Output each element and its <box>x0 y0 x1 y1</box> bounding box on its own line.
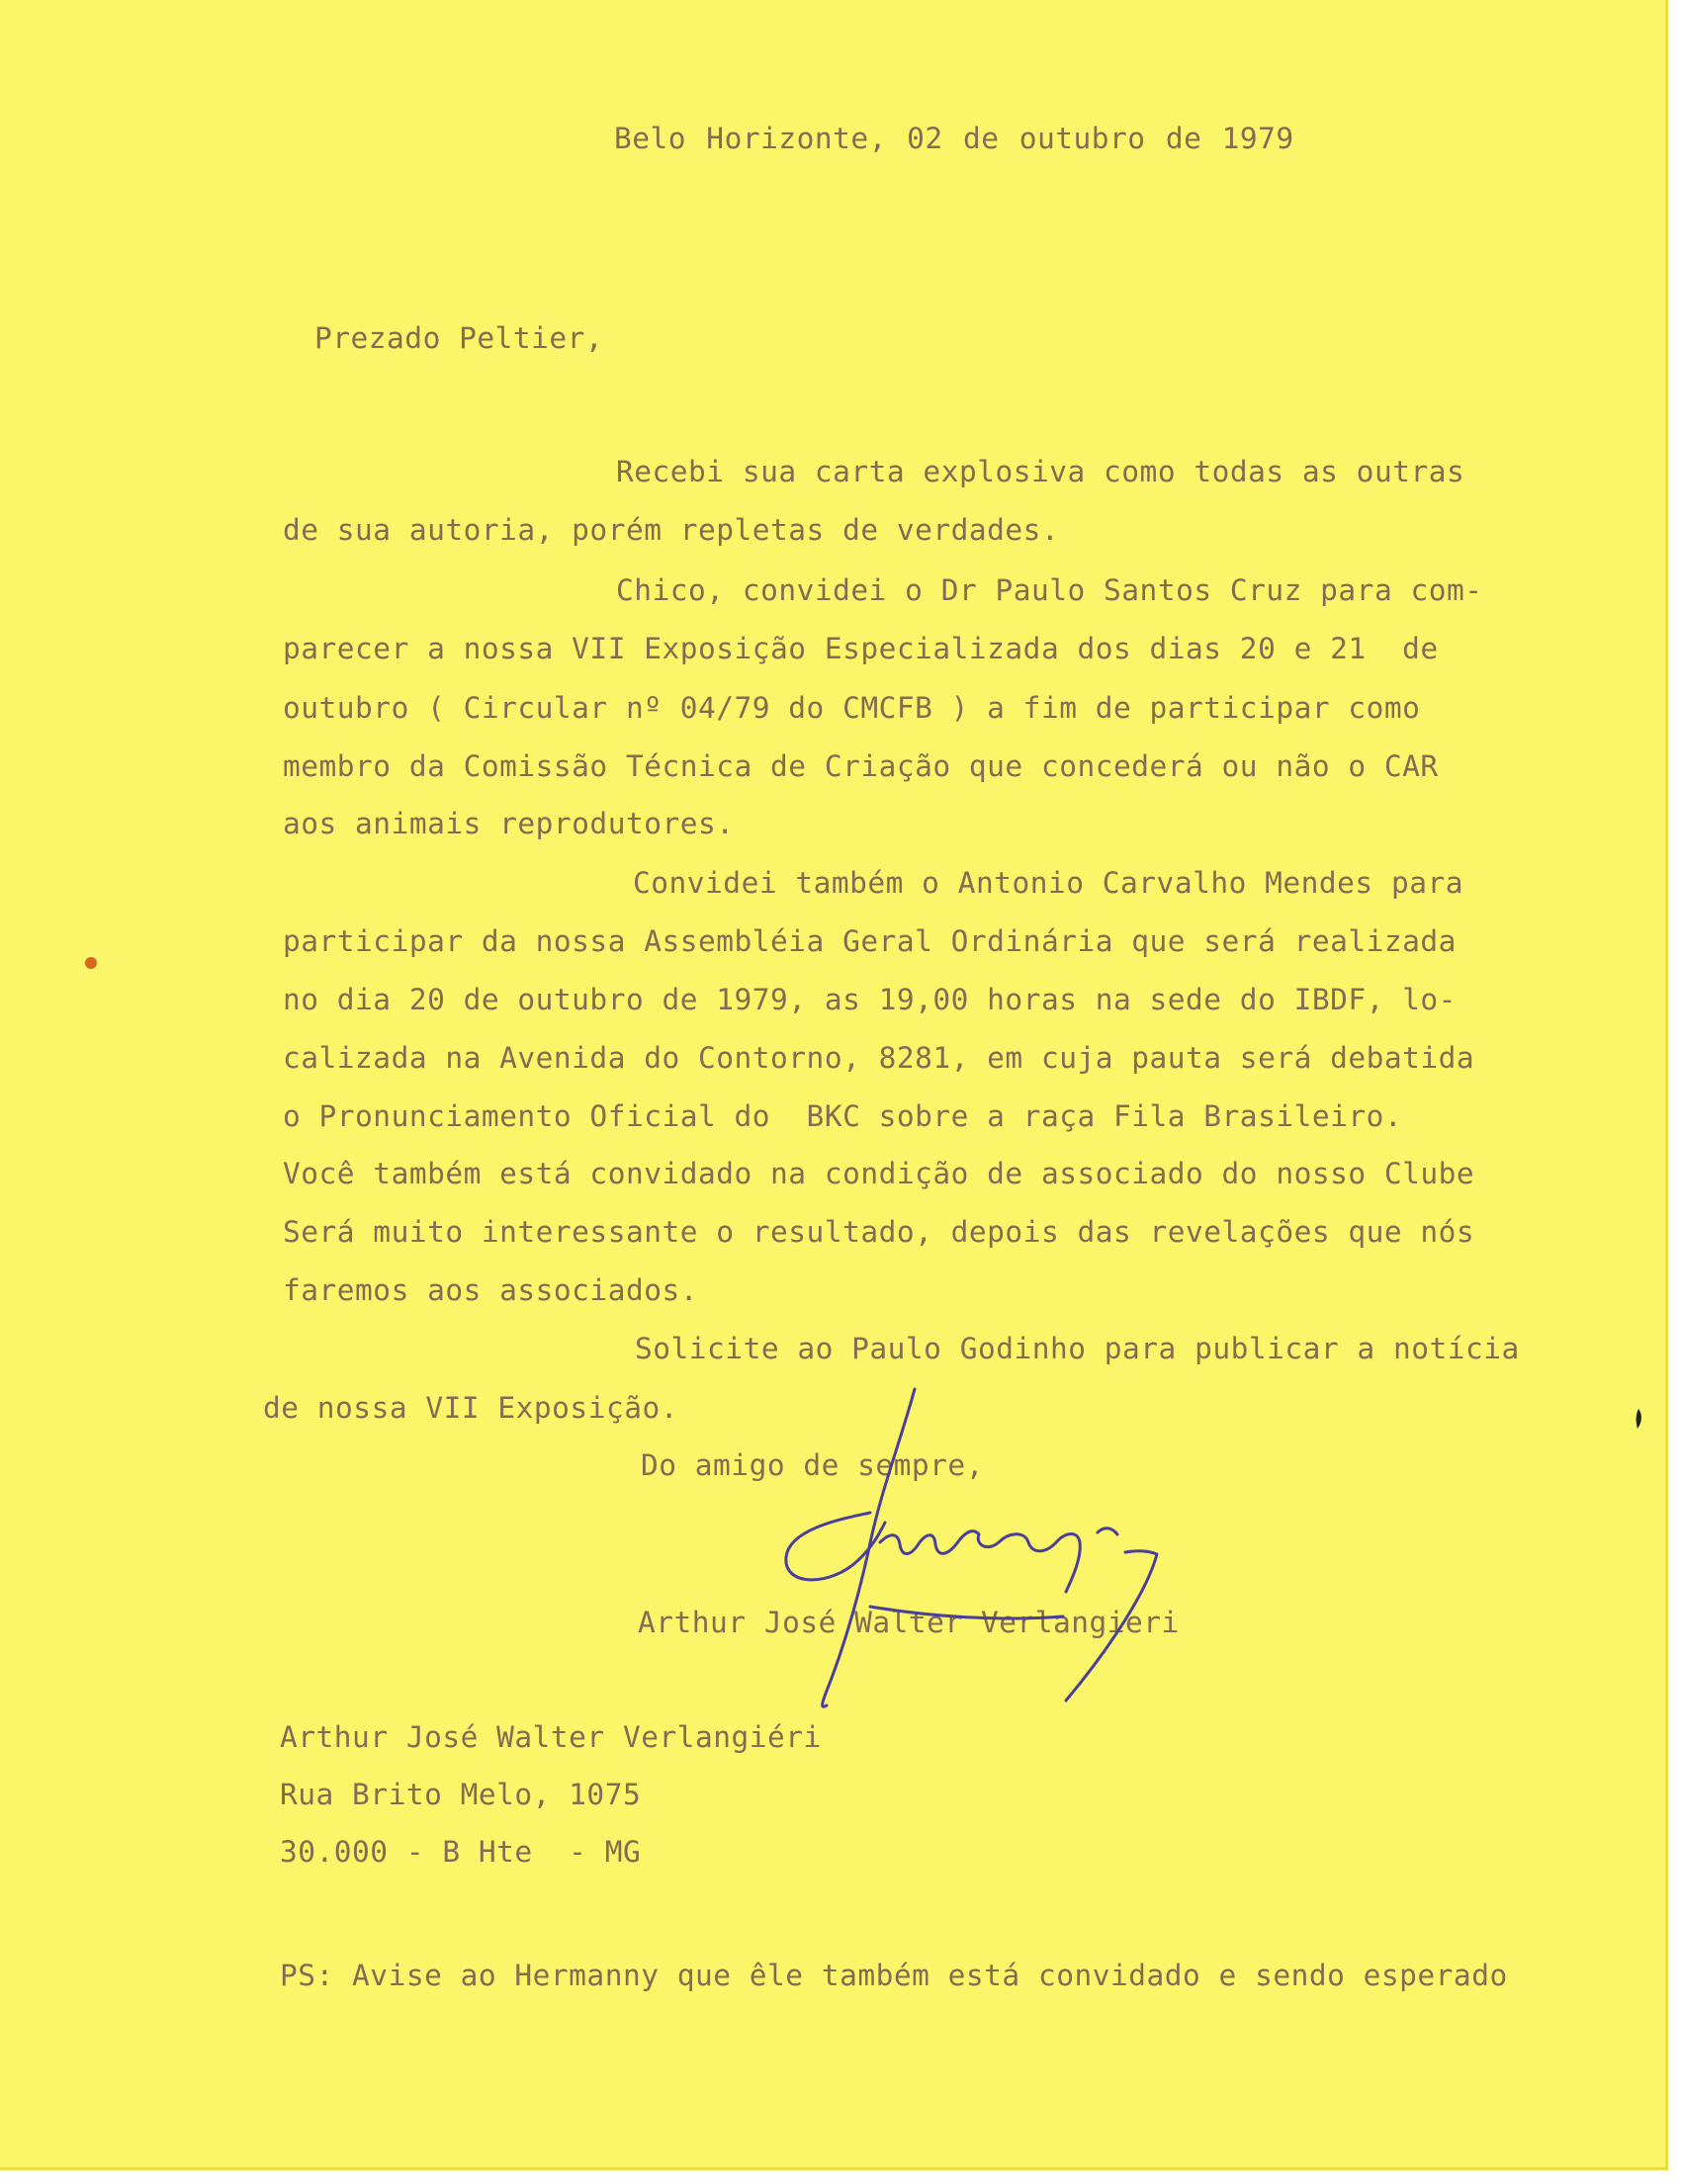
body-line: calizada na Avenida do Contorno, 8281, em cuja pauta será debatida <box>283 1041 1475 1075</box>
closing-line: Do amigo de sempre, <box>641 1448 984 1482</box>
salutation: Prezado Peltier, <box>314 321 604 355</box>
ink-blot-mark <box>83 955 99 971</box>
body-line: membro da Comissão Técnica de Criação que concederá ou não o CAR <box>283 749 1439 783</box>
place-date-line: Belo Horizonte, 02 de outubro de 1979 <box>614 122 1294 155</box>
typed-signatory-name: Arthur José Walter Verlangieri <box>638 1606 1180 1639</box>
body-line: de nossa VII Exposição. <box>263 1391 678 1425</box>
postscript: PS: Avise ao Hermanny que êle também está convidado e sendo esperado <box>280 1959 1508 1992</box>
body-line: Recebi sua carta explosiva como todas as outras <box>616 455 1465 488</box>
sender-name: Arthur José Walter Verlangiéri <box>280 1720 822 1754</box>
sender-street: Rua Brito Melo, 1075 <box>280 1778 642 1811</box>
sender-city-line: 30.000 - B Hte - MG <box>280 1835 642 1869</box>
body-line: Solicite ao Paulo Godinho para publicar a notícia <box>635 1332 1520 1365</box>
body-line: Você também está convidado na condição de associado do nosso Clube <box>283 1157 1475 1190</box>
body-line: outubro ( Circular nº 04/79 do CMCFB ) a fim de participar como <box>283 691 1421 725</box>
body-line: participar da nossa Assembléia Geral Ordinária que será realizada <box>283 924 1457 958</box>
body-line: Chico, convidei o Dr Paulo Santos Cruz para com- <box>616 573 1483 607</box>
body-line: Convidei também o Antonio Carvalho Mendes para <box>633 866 1463 900</box>
body-line: no dia 20 de outubro de 1979, as 19,00 horas na sede do IBDF, lo- <box>283 983 1457 1016</box>
paper-mark <box>1633 1408 1644 1430</box>
body-line: Será muito interessante o resultado, depois das revelações que nós <box>283 1215 1475 1249</box>
body-line: de sua autoria, porém repletas de verdades. <box>283 513 1060 547</box>
body-line: faremos aos associados. <box>283 1273 698 1307</box>
body-line: parecer a nossa VII Exposição Especializada dos dias 20 e 21 de <box>283 632 1439 665</box>
body-line: aos animais reprodutores. <box>283 807 735 840</box>
body-line: o Pronunciamento Oficial do BKC sobre a raça Fila Brasileiro. <box>283 1099 1403 1133</box>
handwritten-signature <box>732 1384 1246 1720</box>
